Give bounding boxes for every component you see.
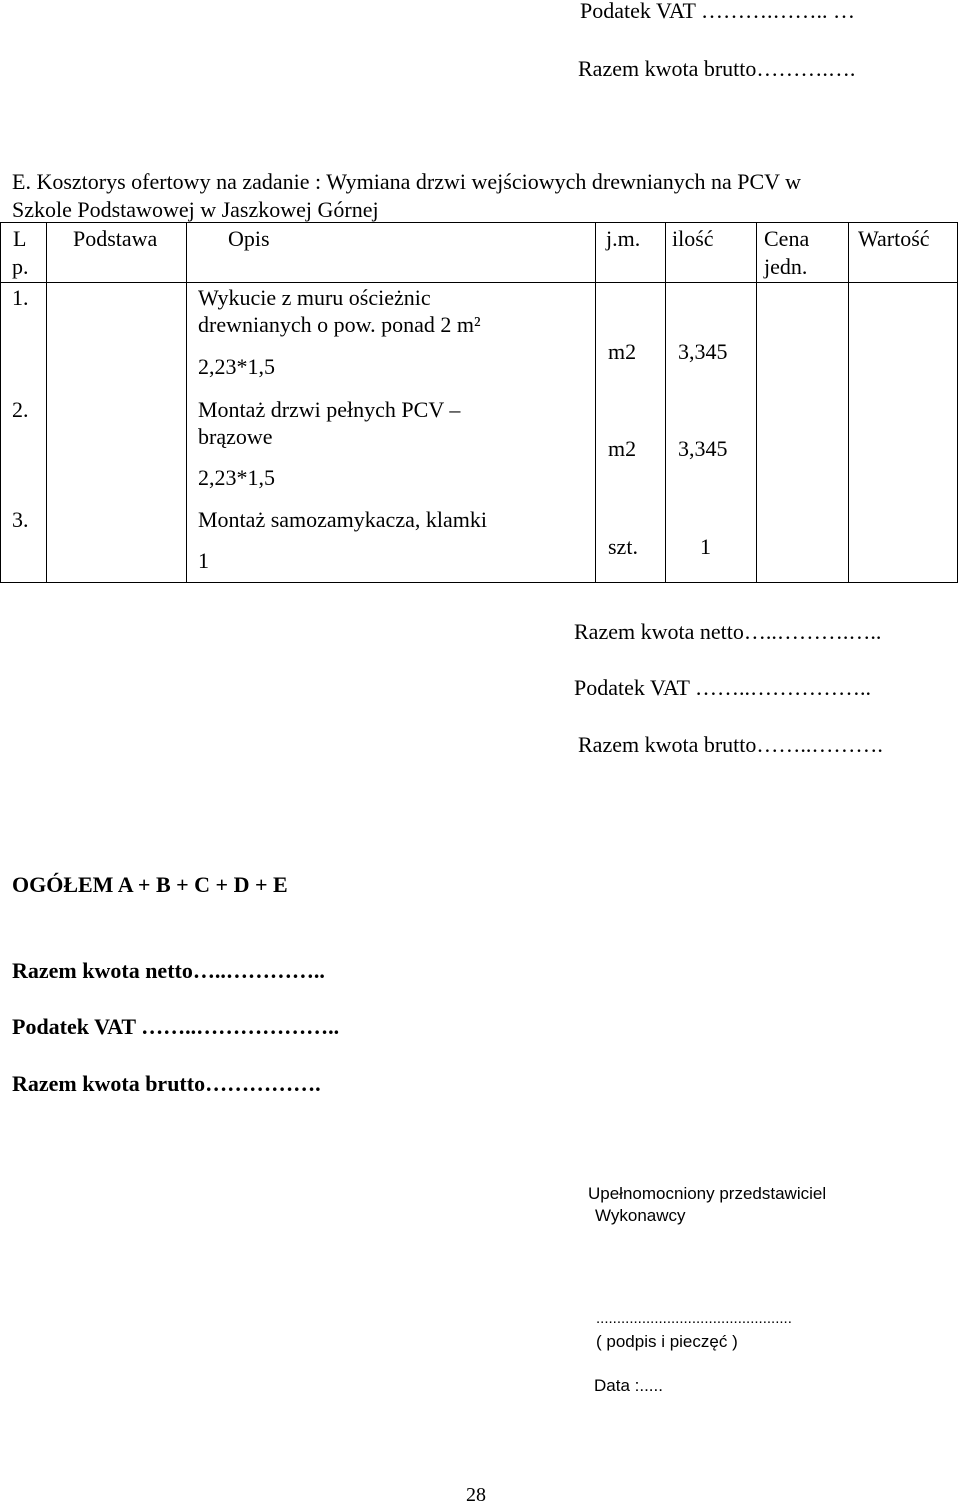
page-number: 28 [466,1484,486,1506]
total-vat-line: Podatek VAT ……..……………….. [12,1014,340,1039]
total-heading: OGÓŁEM A + B + C + D + E [12,872,288,897]
signature-line2: Wykonawcy [595,1206,686,1225]
top-vat-line: Podatek VAT ……….…….. … [580,0,856,23]
section-brutto-line: Razem kwota brutto……..………. [578,732,883,757]
header-podstawa: Podstawa [73,226,158,251]
col-line-1 [46,222,47,583]
header-lp-1: L [13,226,27,251]
col-line-7 [957,222,958,583]
section-title-line2: Szkole Podstawowej w Jaszkowej Górnej [12,197,379,222]
row3-ilosc: 1 [700,534,711,559]
row2-formula: 2,23*1,5 [198,465,275,490]
signature-line1: Upełnomocniony przedstawiciel [588,1184,827,1203]
section-title-line1: E. Kosztorys ofertowy na zadanie : Wymiana drzwi wejściowych drewnianych na PCV w [12,169,802,194]
row2-lp: 2. [12,397,29,422]
signature-caption: ( podpis i pieczęć ) [596,1332,738,1351]
row3-jm: szt. [608,534,638,559]
table-border-top [0,222,958,223]
table-border-bottom [0,582,958,583]
col-line-5 [756,222,757,583]
row1-lp: 1. [12,285,29,310]
header-lp-2: p. [12,254,29,279]
row1-formula: 2,23*1,5 [198,354,275,379]
col-line-6 [848,222,849,583]
header-wartosc: Wartość [858,226,930,251]
row3-lp: 3. [12,507,29,532]
total-netto-line: Razem kwota netto…..………….. [12,958,325,983]
row2-opis-1: Montaż drzwi pełnych PCV – [198,397,461,422]
total-brutto-line: Razem kwota brutto……………. [12,1071,321,1096]
table-header-divider [0,282,958,283]
signature-date: Data :..... [594,1376,663,1395]
section-netto-line: Razem kwota netto…..……….….. [574,619,882,644]
row1-ilosc: 3,345 [678,339,728,364]
row1-jm: m2 [608,339,637,364]
header-opis: Opis [228,226,270,251]
col-line-0 [0,222,1,583]
row3-opis-1: Montaż samozamykacza, klamki [198,507,487,532]
row2-opis-2: brązowe [198,424,273,449]
row1-opis-1: Wykucie z muru ościeżnic [198,285,431,310]
row2-jm: m2 [608,436,637,461]
header-cena-2: jedn. [764,254,808,279]
top-brutto-line: Razem kwota brutto……….…. [578,56,856,81]
row2-ilosc: 3,345 [678,436,728,461]
col-line-3 [595,222,596,583]
section-vat-line: Podatek VAT ……..…………….. [574,675,872,700]
header-cena-1: Cena [764,226,810,251]
col-line-2 [186,222,187,583]
header-ilosc: ilość [672,226,714,251]
row3-formula: 1 [198,548,209,573]
col-line-4 [665,222,666,583]
signature-dots: ............................................... [596,1310,792,1327]
row1-opis-2: drewnianych o pow. ponad 2 m² [198,312,481,337]
header-jm: j.m. [606,226,641,251]
